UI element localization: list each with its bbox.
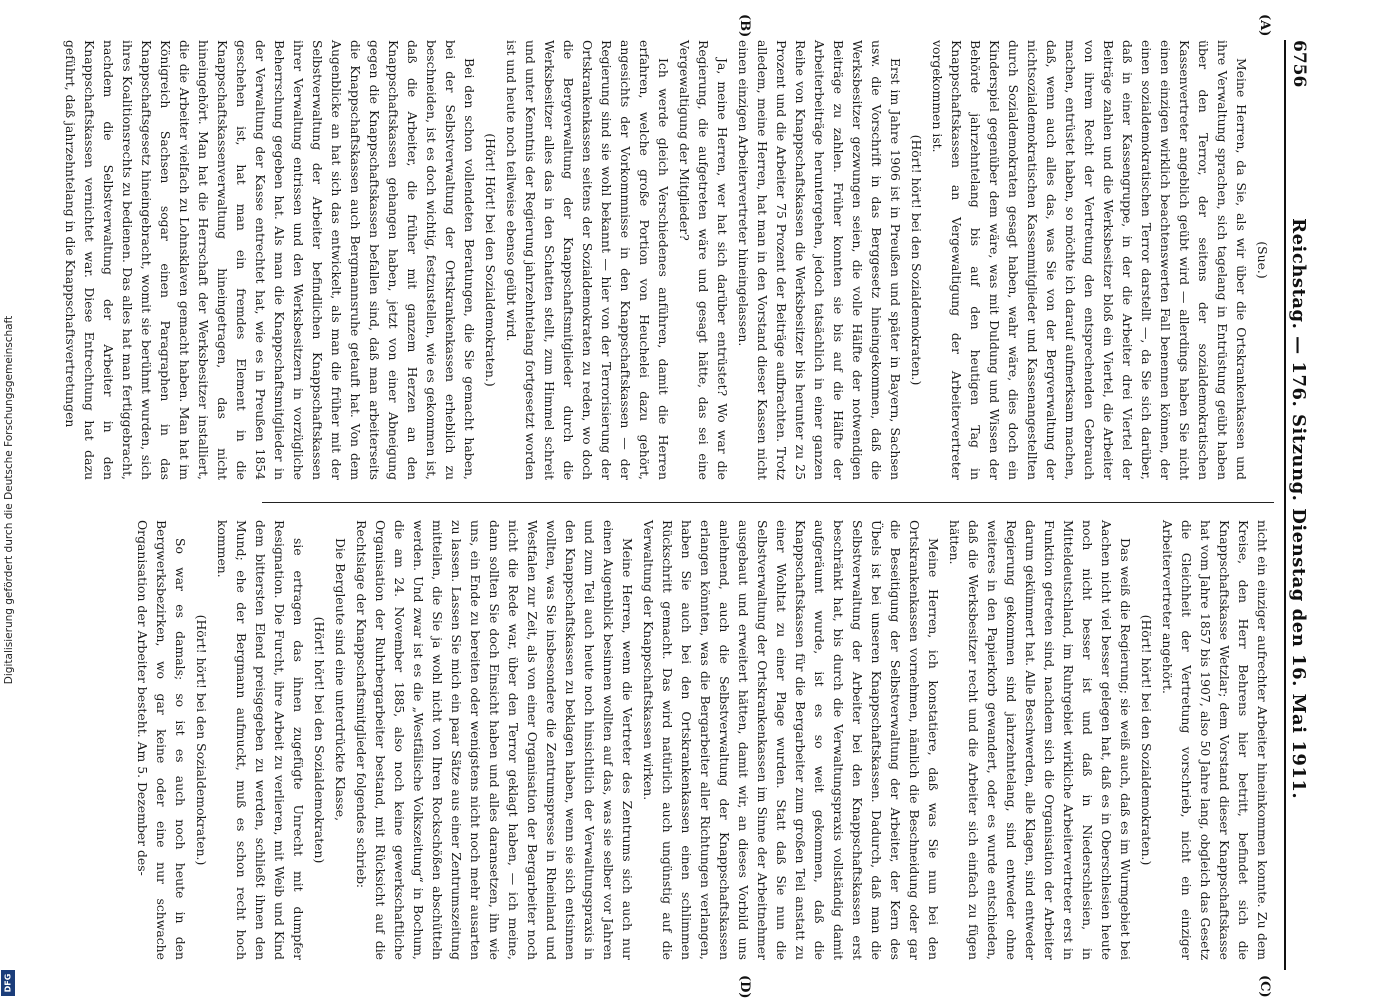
- margin-marker-a: (A): [1257, 14, 1272, 37]
- quote-line: sie ertragen das ihnen zugefügte Unrecht mit dumpfer Resignation. Die Furcht, ihre Arbeit zu verlieren, mit Weib und Kind dem bittersten Elend preisgegeben zu werden, schließt ihnen den Mund; ehe der Bergmann aufmuckt, muß es schon recht hoch kommen.: [215, 520, 306, 960]
- margin-marker-c: (C): [1257, 975, 1272, 998]
- paragraph: Das weiß die Regierung; sie weiß auch, daß es im Wurmgebiet bei Aachen nicht viel besser gelegen hat, daß es in Oberschlesien heute noch nicht besser ist und daß in Niederschlesien, in Mitteldeutschland, im Ruhrgebiet wirkliche Arbeitervertreter erst in Funktion getreten sind, nachdem sich die Organisation der Arbeiter darum gekümmert hat. Alle Beschwerden, alle Klagen, sind entweder Regierung gekommen sind jahrzehntelang, sind entweder ohne weiteres in den Papierkorb gewandert, oder es wurde entschieden, daß die Werksbesitzer recht und die Arbeiter sich einfach zu fügen hätten.: [947, 520, 1133, 960]
- interjection: (Hört! hört! bei den Sozialdemokraten.): [909, 134, 924, 386]
- rotated-page-content: [63, 14, 1312, 999]
- paragraph: Meine Herren, wenn die Vertreter des Zentrums sich auch nur einen Augenblick besinnen wollten auf das, was sie selber vor Jahren und zum Teil auch heute noch hinsichtlich der Verwaltungspraxis in den Knappschaftskassen zu beklagen haben, wenn sie sich entsinnen wollten, was Sie insbesondere die Zentrumspresse in Rheinland und Westfalen zur Zeit, als von einer Organisation der Bergarbeiter noch nicht die Rede war, über den Terror geklagt haben, — ich meine, dann sollten Sie doch Einsicht haben und alles daransetzen, ihn wie uns, ein Ende zu bereiten oder wenigstens nicht noch mehr ausarten zu lassen. Lassen Sie mich ein paar Sätze aus einer Zentrumszeitung mitteilen, die Sie ja wohl nicht von Ihren Rockschößen abschütteln werden. Und zwar ist es die „Westfälische Volkszeitung“ in Bochum, die am 24. November 1885, also noch keine gewerkschaftliche Organisation der Ruhrbergarbeiter bestand, mit Rücksicht auf die Rechtslage der Knappschaftsmitglieder folgendes schrieb:: [354, 520, 635, 960]
- dfg-logo-text: DFG: [3, 973, 13, 993]
- paragraph: Bei den schon vollendeten Beratungen, die Sie gemacht haben, bei der Selbstverwaltung der Ortskrankenkassen erheblich zu beschneiden, ist es doch wichtig, festzustellen, wie es gekommen ist, daß die Arbeiter, die früher mit ganzem Herzen an den Knappschaftskassen gehangen haben, jetzt von einer Abneigung gegen die Knappschaftskassen befallen sind, daß man arbeiterseits die Knappschaftskassen auch Bergmannsruhe getauft hat. Von dem Augenblicke an hat sich das entwickelt, als man die früher mit der Selbstverwaltung der Arbeiter befindlichen Knappschaftskassen ihrer Verwaltung entrissen und den Werksbesitzern in vorzügliche Beherrschung gegeben hat. Als man die Knappschaftsmitglieder in der Verwaltung der Kasse entrechtet hat, wie es in Preußen 1854 geschehen ist, hat man ein fremdes Element in die Knappschaftskassenverwaltung hineingetragen, das nicht hineingehört. Man hat die Herrschaft der Werksbesitzer installiert, die die Arbeiter vielfach zu Lohnsklaven gemacht haben. Man hat im Königreich Sachsen sogar einen Paragraphen in das Knappschaftsgesetz hineingebracht, womit sie berühmt wurden, sich ihres Koalitionsrechts zu bedienen. Das alles hat man fertiggebracht, nachdem die Selbstverwaltung der Arbeiter in den Knappschaftskassen vernichtet war. Diese Entrechtung hat dazu geführt, daß jahrzehntelang in die Knappschaftsvertretungen: [63, 40, 477, 480]
- paragraph: Erst im Jahre 1906 ist in Preußen und später in Bayern, Sachsen usw. die Vorschrift in das Berggesetz hineingekommen, daß die Werksbesitzer gezwungen seien, die volle Hälfte der notwendigen Beiträge zu zahlen. Früher konnten sie bis auf die Hälfte der Arbeiterbeiträge heruntergehen, jedoch tatsächlich in einer ganzen Reihe von Knappschaftskassen die Werksbesitzer bis herunter zu 25 Prozent und die Arbeiter 75 Prozent der Beiträge aufbrachten. Trotz alledem, meine Herren, hat man in den Vorstand dieser Kassen nicht einen einzigen Arbeitervertreter hineingelassen.: [736, 40, 903, 480]
- paragraph: Meine Herren, da Sie, als wir über die Ortskrankenkassen und ihre Verwaltung sprachen, sich tagelang in Entrüstung geübt haben über den Terror, der seitens der sozialdemokratischen Kassenvertreter angeblich geübt wird — allerdings haben Sie nicht einen einzigen wirklich beachtenswerten Fall benennen können, der einen sozialdemokratischen Terror darstellt —, da Sie sich darüber, daß in einer Kassengruppe, in der die Arbeiter drei Viertel der Beiträge zahlen und die Werksbesitzer bloß ein Viertel, die Arbeiter von ihrem Recht der Vertretung den entsprechenden Gebrauch machen, entrüstet haben, so möchte ich darauf aufmerksam machen, daß, wenn auch alles das, was Sie von der Bergverwaltung der nichtsozialdemokratischen Kassenmitglieder und Kassenangestellten durch Sozialdemokraten gesagt haben, wahr wäre, dies doch ein Kinderspiel gegenüber dem wäre, was mit Duldung und Wissen der Behörde jahrzehntelang bis auf den heutigen Tag in Knappschaftskassen an Vergewaltigung der Arbeitervertreter vorgekommen ist.: [930, 40, 1249, 480]
- speaker-label: (Sue.): [1255, 241, 1270, 279]
- paragraph: Meine Herren, ich konstatiere, daß was Sie nun bei den Ortskrankenkassen vornehmen, nämlich die Beschneidung oder gar die Beseitigung der Selbstverwaltung der Arbeiter, der Kern des Übels ist bei unseren Knappschaftskassen. Dadurch, daß man die Selbstverwaltung der Arbeiter bei den Knappschaftskassen erst beschränkt hat, bis durch die Verwaltungspraxis vollständig damit aufgeräumt wurde, ist es so weit gekommen, daß die Knappschaftskassen für die Bergarbeiter zum großen Teil anstatt zu einer Wohltat zu einer Plage wurden. Statt daß Sie nun die Selbstverwaltung der Ortskrankenkassen im Sinne der Arbeitnehmer ausgebaut und erweitert hätten, damit wir, an dieses Vorbild uns anlehnend, auch die Selbstverwaltung der Knappschaftskassen erlangen könnten, was die Bergarbeiter aller Richtungen verlangen, haben Sie auch bei den Ortskrankenkassen einen schlimmen Rückschritt gemacht. Das wird natürlich auch ungünstig auf die Verwaltung der Knappschaftskassen wirken.: [641, 520, 941, 960]
- left-column: [63, 40, 1272, 480]
- page-header: [1284, 40, 1312, 970]
- quote-line: Die Bergleute sind eine unterdrückte Klasse,: [333, 538, 348, 822]
- interjection: (Hört! Hört! bei den Sozialdemokraten.): [483, 133, 498, 387]
- paragraph: nicht ein einziger aufrechter Arbeiter hineinkommen konnte. Zu dem Kreise, den Herr Behrens hier betritt, befindet sich die Knappschaftskasse Wetzlar; dem Vorstand dieser Knappschaftskasse hat vom Jahre 1857 bis 1907, also 50 Jahre lang, obgleich das Gesetz die Gleichheit der Vertretung vorschrieb, nicht ein einziger Arbeitervertreter angehört.: [1160, 520, 1270, 960]
- paragraph: Ja, meine Herren, wer hat sich darüber entrüstet? Wo war die Regierung, die aufgetreten wäre und gesagt hätte, das sei eine Vergewaltigung der Mitglieder?: [677, 40, 730, 480]
- page-title: Reichstag. — 176. Sitzung. Dienstag den 16. Mai 1911.: [1288, 218, 1310, 800]
- page-number: 6756: [1289, 40, 1309, 88]
- scanned-page: [63, 14, 1312, 999]
- margin-marker-d: (D): [737, 975, 752, 999]
- digitization-credit-text: Digitalisierung gefördert durch die Deutsche Forschungsgemeinschaft: [3, 315, 15, 685]
- column-divider: [262, 502, 1274, 503]
- right-column: [135, 520, 1272, 960]
- interjection: (Hört! hört! bei den Sozialdemokraten.): [1139, 614, 1154, 866]
- interjection: (Hört! hört! bei den Sozialdemokraten): [312, 616, 327, 864]
- digitization-credit: [2, 0, 16, 1000]
- dfg-logo: [1, 970, 15, 996]
- paragraph: Ich werde gleich Verschiedenes anführen, damit die Herren erfahren, welche große Portion von Heuchelei dazu gehört, angesichts der Vorkommnisse in den Knappschaftskassen — der Regierung sind sie wohl bekannt — hier von der Terrorisierung der Ortskrankenkassen seitens der Sozialdemokraten zu reden, wo doch die Bergverwaltung der Knappschaftsmitglieder durch die Werksbesitzer alles das in den Schatten stellt, zum Himmel schreit und unter Kenntnis der Regierung jahrzehntelang fortgesetzt worden ist und heute noch teilweise ebenso geübt wird.: [504, 40, 671, 480]
- interjection: (Hört! hört! bei den Sozialdemokraten.): [194, 614, 209, 866]
- paragraph: So war es damals; so ist es auch noch heute in den Bergwerksbezirken, wo gar keine oder eine nur schwache Organisation der Arbeiter besteht. Am 5. Dezember des-: [135, 520, 188, 960]
- margin-marker-b: (B): [737, 14, 752, 38]
